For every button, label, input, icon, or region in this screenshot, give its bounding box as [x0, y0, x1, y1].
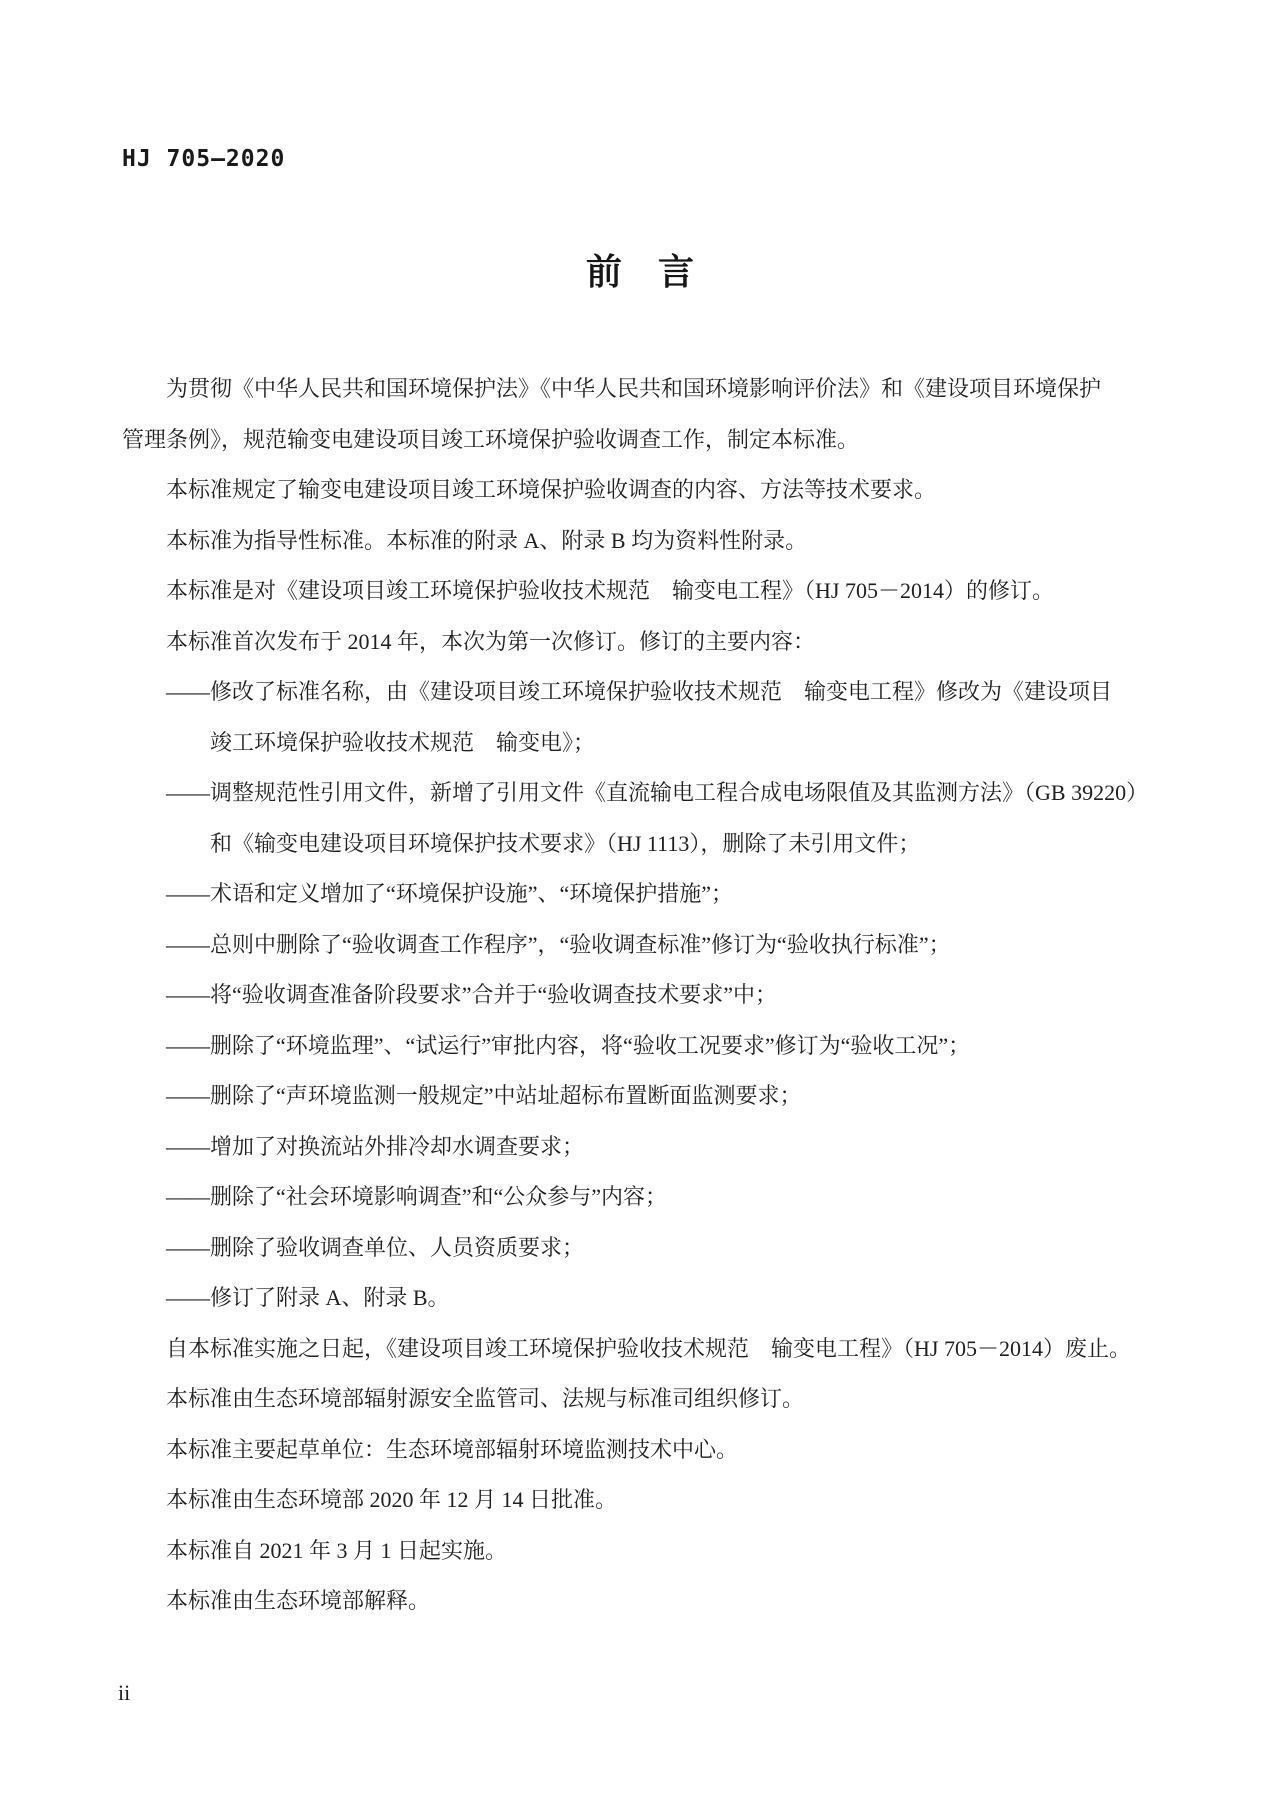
document-line: 本标准主要起草单位：生态环境部辐射环境监测技术中心。 — [166, 1436, 739, 1462]
document-line: 本标准规定了输变电建设项目竣工环境保护验收调查的内容、方法等技术要求。 — [166, 477, 937, 502]
document-line: 本标准自 2021 年 3 月 1 日起实施。 — [166, 1537, 508, 1563]
document-body — [122, 364, 1158, 1627]
document-line: ——删除了“环境监理”、“试运行”审批内容，将“验收工况要求”修订为“验收工况”； — [166, 1032, 971, 1058]
document-line: ——删除了验收调查单位、人员资质要求； — [166, 1234, 585, 1260]
document-line: ——修订了附录 A、附录 B。 — [166, 1285, 450, 1310]
document-line: ——将“验收调查准备阶段要求”合并于“验收调查技术要求”中； — [166, 982, 778, 1007]
document-line: ——删除了“社会环境影响调查”和“公众参与”内容； — [166, 1184, 668, 1209]
document-line: 本标准由生态环境部解释。 — [166, 1588, 431, 1613]
document-line: 管理条例》，规范输变电建设项目竣工环境保护验收调查工作，制定本标准。 — [122, 426, 860, 452]
document-line: ——删除了“声环境监测一般规定”中站址超标布置断面监测要求； — [166, 1083, 802, 1108]
document-line: ——术语和定义增加了“环境保护设施”、“环境保护措施”； — [166, 881, 734, 906]
page-number: ii — [118, 1680, 131, 1705]
document-line: ——修改了标准名称，由《建设项目竣工环境保护验收技术规范 输变电工程》修改为《建设项目 — [166, 679, 1113, 704]
document-line: 自本标准实施之日起，《建设项目竣工环境保护验收技术规范 输变电工程》（HJ 705－2014）废止。 — [166, 1335, 1131, 1361]
document-line: 本标准由生态环境部辐射源安全监管司、法规与标准司组织修订。 — [166, 1386, 805, 1411]
document-line: 本标准是对《建设项目竣工环境保护验收技术规范 输变电工程》（HJ 705－2014）的修订。 — [166, 578, 1054, 603]
document-line: ——调整规范性引用文件，新增了引用文件《直流输电工程合成电场限值及其监测方法》（GB 39220） — [166, 780, 1149, 805]
document-line: ——总则中删除了“验收调查工作程序”，“验收调查标准”修订为“验收执行标准”； — [166, 931, 951, 957]
page-title: 前 言 — [585, 251, 694, 292]
document-line: 本标准由生态环境部 2020 年 12 月 14 日批准。 — [166, 1487, 618, 1512]
document-line: 本标准首次发布于 2014 年，本次为第一次修订。修订的主要内容： — [166, 628, 816, 654]
document-line: 为贯彻《中华人民共和国环境保护法》《中华人民共和国环境影响评价法》和《建设项目环境保护 — [166, 376, 1102, 401]
document-line: 竣工环境保护验收技术规范 输变电》； — [210, 729, 596, 755]
document-line: 和《输变电建设项目环境保护技术要求》（HJ 1113），删除了未引用文件； — [210, 830, 921, 856]
document-line: ——增加了对换流站外排冷却水调查要求； — [166, 1133, 585, 1159]
standard-number: HJ 705–2020 — [122, 146, 286, 172]
document-line: 本标准为指导性标准。本标准的附录 A、附录 B 均为资料性附录。 — [166, 527, 808, 553]
